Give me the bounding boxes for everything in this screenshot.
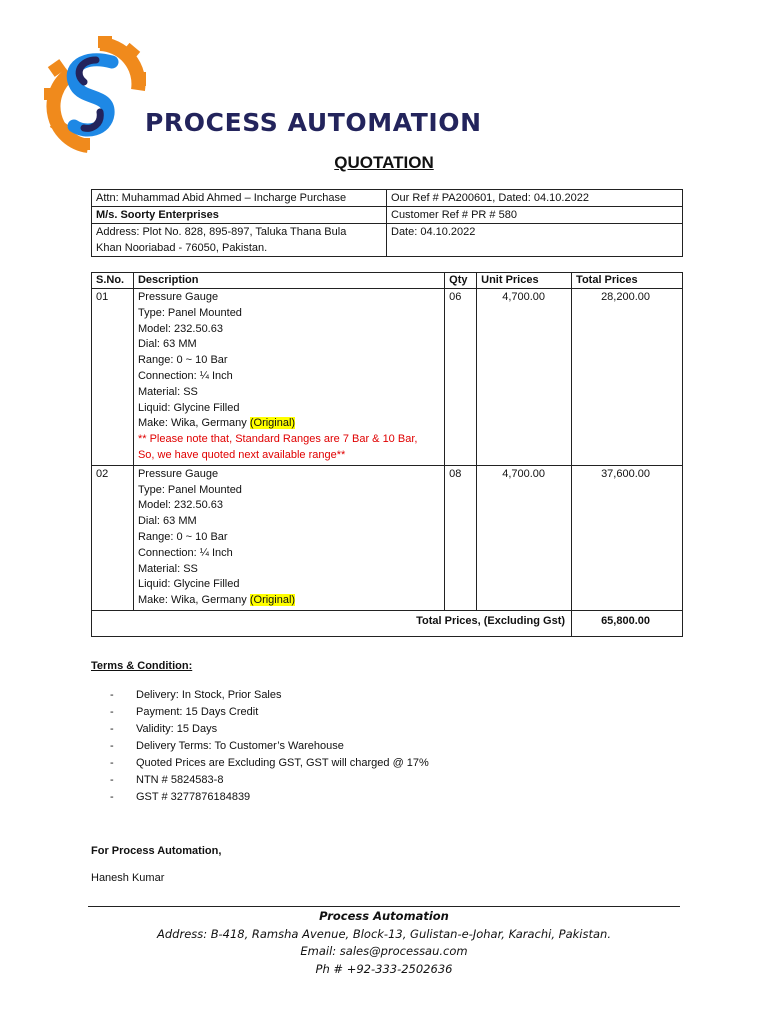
list-item: [110, 755, 429, 772]
cell-qty: 06: [445, 289, 477, 466]
make-text: Make: Wika, Germany: [137, 417, 247, 430]
col-header-unit-price: Unit Prices: [477, 273, 572, 289]
term-text: GST # 3277876184839: [136, 791, 251, 803]
footer-phone: Ph # +92-333-2502636: [315, 961, 453, 976]
desc-line: Dial: 63 MM: [137, 515, 197, 528]
desc-line: Model: 232.50.63: [137, 499, 223, 512]
terms-title: Terms & Condition:: [91, 660, 193, 672]
bullet-dash: -: [110, 791, 114, 803]
list-item: [110, 721, 429, 738]
term-text: Delivery: In Stock, Prior Sales: [136, 689, 282, 701]
bullet-dash: -: [110, 689, 114, 701]
desc-line: Range: 0 ~ 10 Bar: [137, 354, 228, 367]
address: [92, 224, 387, 257]
term-text: Delivery Terms: To Customer’s Warehouse: [136, 740, 344, 752]
term-text: Payment: 15 Days Credit: [136, 706, 259, 718]
desc-line: Type: Panel Mounted: [137, 483, 242, 496]
desc-line: Material: SS: [137, 385, 198, 398]
original-badge: (Original): [249, 594, 296, 607]
desc-line: Type: Panel Mounted: [137, 306, 242, 319]
our-ref: Our Ref # PA200601, Dated: 04.10.2022: [387, 190, 683, 207]
desc-make-line: [138, 416, 440, 432]
table-row: [92, 289, 683, 466]
signer-name: Hanesh Kumar: [91, 872, 165, 884]
cell-qty: 08: [445, 465, 477, 610]
term-text: Validity: 15 Days: [136, 723, 218, 735]
bullet-dash: -: [110, 740, 114, 752]
cell-unit-price: 4,700.00: [477, 465, 572, 610]
bullet-dash: -: [110, 706, 114, 718]
desc-line: Liquid: Glycine Filled: [137, 578, 240, 591]
range-note-line-2: So, we have quoted next available range**: [137, 448, 346, 461]
bullet-dash: -: [110, 774, 114, 786]
desc-line: Pressure Gauge: [137, 291, 219, 303]
desc-line: Pressure Gauge: [137, 467, 219, 480]
footer-email: Email: sales@processau.com: [300, 944, 468, 958]
list-item: [110, 704, 429, 721]
desc-line: Material: SS: [137, 562, 198, 575]
bullet-dash: -: [110, 757, 114, 769]
address-line-2: Khan Nooriabad - 76050, Pakistan.: [96, 242, 268, 254]
make-text: Make: Wika, Germany: [137, 594, 247, 607]
list-item: [110, 772, 429, 789]
total-value: 65,800.00: [572, 610, 683, 636]
desc-line: Connection: ¼ Inch: [137, 369, 233, 382]
list-item: [110, 687, 429, 704]
s-swirl-icon: [73, 60, 112, 130]
col-header-description: Description: [133, 273, 444, 289]
desc-line: Connection: ¼ Inch: [137, 546, 233, 559]
cell-description: [133, 289, 444, 466]
range-note-line-1: ** Please note that, Standard Ranges are 7 Bar & 10 Bar,: [137, 433, 418, 446]
desc-line: Range: 0 ~ 10 Bar: [137, 530, 228, 543]
cell-sno: 02: [92, 465, 134, 610]
desc-make-line: [138, 593, 440, 609]
col-header-sno: S.No.: [92, 273, 134, 289]
company-name: M/s. Soorty Enterprises: [92, 207, 387, 224]
original-badge: (Original): [249, 417, 296, 430]
cell-total-price: 37,600.00: [572, 465, 683, 610]
customer-ref: Customer Ref # PR # 580: [387, 207, 683, 224]
signoff: For Process Automation,: [91, 845, 222, 857]
date: Date: 04.10.2022: [387, 224, 683, 257]
list-item: [110, 789, 429, 806]
process-automation-logo: [40, 34, 148, 154]
items-table: [91, 272, 683, 637]
footer-company: Process Automation: [319, 909, 449, 923]
col-header-qty: Qty: [445, 273, 477, 289]
col-header-total-price: Total Prices: [572, 273, 683, 289]
cell-description: [133, 465, 444, 610]
brand-name: PROCESS AUTOMATION: [145, 108, 482, 137]
attn: Attn: Muhammad Abid Ahmed – Incharge Purchase: [92, 190, 387, 207]
term-text: NTN # 5824583-8: [136, 774, 224, 786]
page-title: QUOTATION: [334, 153, 434, 172]
footer-address: Address: B-418, Ramsha Avenue, Block-13, Gulistan-e-Johar, Karachi, Pakistan.: [157, 926, 611, 941]
footer: [0, 908, 768, 978]
footer-divider: [88, 906, 680, 907]
bullet-dash: -: [110, 723, 114, 735]
list-item: [110, 738, 429, 755]
desc-line: Model: 232.50.63: [137, 322, 223, 335]
cell-sno: 01: [92, 289, 134, 466]
total-label: Total Prices, (Excluding Gst): [92, 610, 572, 636]
desc-line: Dial: 63 MM: [137, 338, 197, 351]
total-row: [92, 610, 683, 636]
address-line-1: Address: Plot No. 828, 895-897, Taluka Thana Bula: [96, 226, 347, 238]
term-text: Quoted Prices are Excluding GST, GST will charged @ 17%: [136, 757, 429, 769]
terms-list: [110, 687, 429, 806]
header-table: [91, 189, 683, 257]
desc-line: Liquid: Glycine Filled: [137, 401, 240, 414]
table-row: [92, 465, 683, 610]
cell-total-price: 28,200.00: [572, 289, 683, 466]
cell-unit-price: 4,700.00: [477, 289, 572, 466]
